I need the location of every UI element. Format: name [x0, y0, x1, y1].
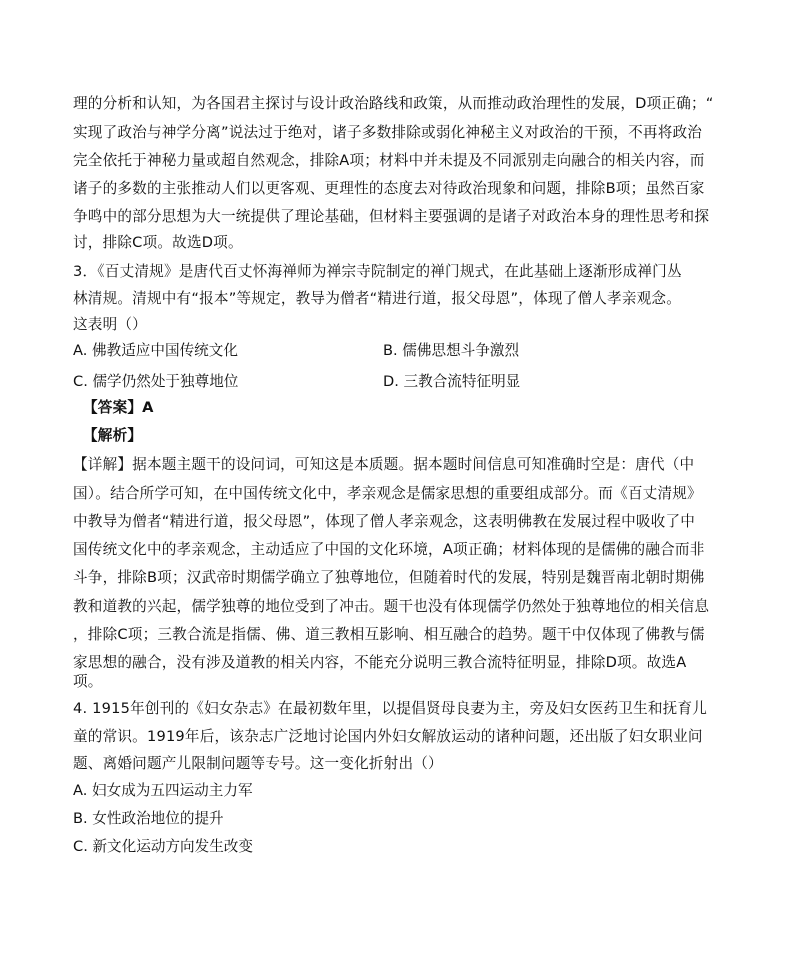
question-3-stem-line: 这表明（） [73, 316, 147, 333]
question-4-stem-line: 题、离婚问题产儿限制问题等专号。这一变化折射出（） [73, 755, 443, 772]
explanation-line: 争鸣中的部分思想为大一统提供了理论基础，但材料主要强调的是诸子对政治本身的理性思考和探 [73, 208, 710, 225]
question-3-stem-line: 3．《百丈清规》是唐代百丈怀海禅师为禅宗寺院制定的禅门规式，在此基础上逐渐形成禅门丛 [73, 263, 682, 280]
explanation-line: 实现了政治与神学分离”说法过于绝对，诸子多数排除或弱化神秘主义对政治的干预，不再将政治 [73, 124, 703, 141]
question-4-option-b: B. 女性政治地位的提升 [73, 810, 224, 827]
question-3-answer: 【答案】A [83, 399, 154, 416]
question-4-stem-line: 童的常识。1919年后，该杂志广泛地讨论国内外妇女解放运动的诸种问题，还出版了妇女职业问 [73, 728, 703, 745]
question-3-detail-line: 项。 [73, 673, 103, 690]
question-3-option-b: B. 儒佛思想斗争激烈 [383, 342, 520, 359]
question-3-detail-line: 斗争，排除B项；汉武帝时期儒学确立了独尊地位，但随着时代的发展，特别是魏晋南北朝时期佛 [73, 569, 705, 586]
explanation-line: 讨，排除C项。故选D项。 [73, 234, 243, 251]
explanation-line: 完全依托于神秘力量或超自然观念，排除A项；材料中并未提及不同派别走向融合的相关内容，而 [73, 152, 705, 169]
question-3-detail-line: 国传统文化中的孝亲观念，主动适应了中国的文化环境，A项正确；材料体现的是儒佛的融合而非 [73, 541, 705, 558]
question-3-detail-line: 教和道教的兴起，儒学独尊的地位受到了冲击。题干也没有体现儒学仍然处于独尊地位的相关信息 [73, 598, 710, 615]
explanation-line: 诸子的多数的主张推动人们以更客观、更理性的态度去对待政治现象和问题，排除B项；虽然百家 [73, 180, 705, 197]
question-3-option-a: A. 佛教适应中国传统文化 [73, 342, 238, 359]
question-3-detail-line: 【详解】据本题主题干的设问词，可知这是本质题。据本题时间信息可知准确时空是：唐代（中 [73, 456, 695, 473]
question-3-stem-line: 林清规。清规中有“报本”等规定，教导为僧者“精进行道，报父母恩”，体现了僧人孝亲观念。 [73, 290, 682, 307]
question-3-detail-line: 家思想的融合，没有涉及道教的相关内容，不能充分说明三教合流特征明显，排除D项。故选A [73, 654, 687, 671]
question-3-detail-line: 中教导为僧者“精进行道，报父母恩”，体现了僧人孝亲观念，这表明佛教在发展过程中吸收了中 [73, 513, 696, 530]
question-4-option-c: C. 新文化运动方向发生改变 [73, 838, 254, 855]
question-4-stem-line: 4. 1915年创刊的《妇女杂志》在最初数年里，以提倡贤母良妻为主，旁及妇女医药卫生和抚育儿 [73, 700, 708, 717]
question-3-option-d: D. 三教合流特征明显 [383, 373, 521, 390]
question-3-detail-line: ，排除C项；三教合流是指儒、佛、道三教相互影响、相互融合的趋势。题干中仅体现了佛教与儒 [73, 626, 705, 643]
question-3-detail-line: 国）。结合所学可知，在中国传统文化中，孝亲观念是儒家思想的重要组成部分。而《百丈清规》 [73, 485, 702, 502]
question-4-option-a: A. 妇女成为五四运动主力军 [73, 782, 253, 799]
explanation-line: 理的分析和认知，为各国君主探讨与设计政治路线和政策，从而推动政治理性的发展，D项正确；“ [73, 95, 714, 112]
question-3-analysis-label: 【解析】 [83, 427, 143, 444]
question-3-option-c: C. 儒学仍然处于独尊地位 [73, 373, 239, 390]
